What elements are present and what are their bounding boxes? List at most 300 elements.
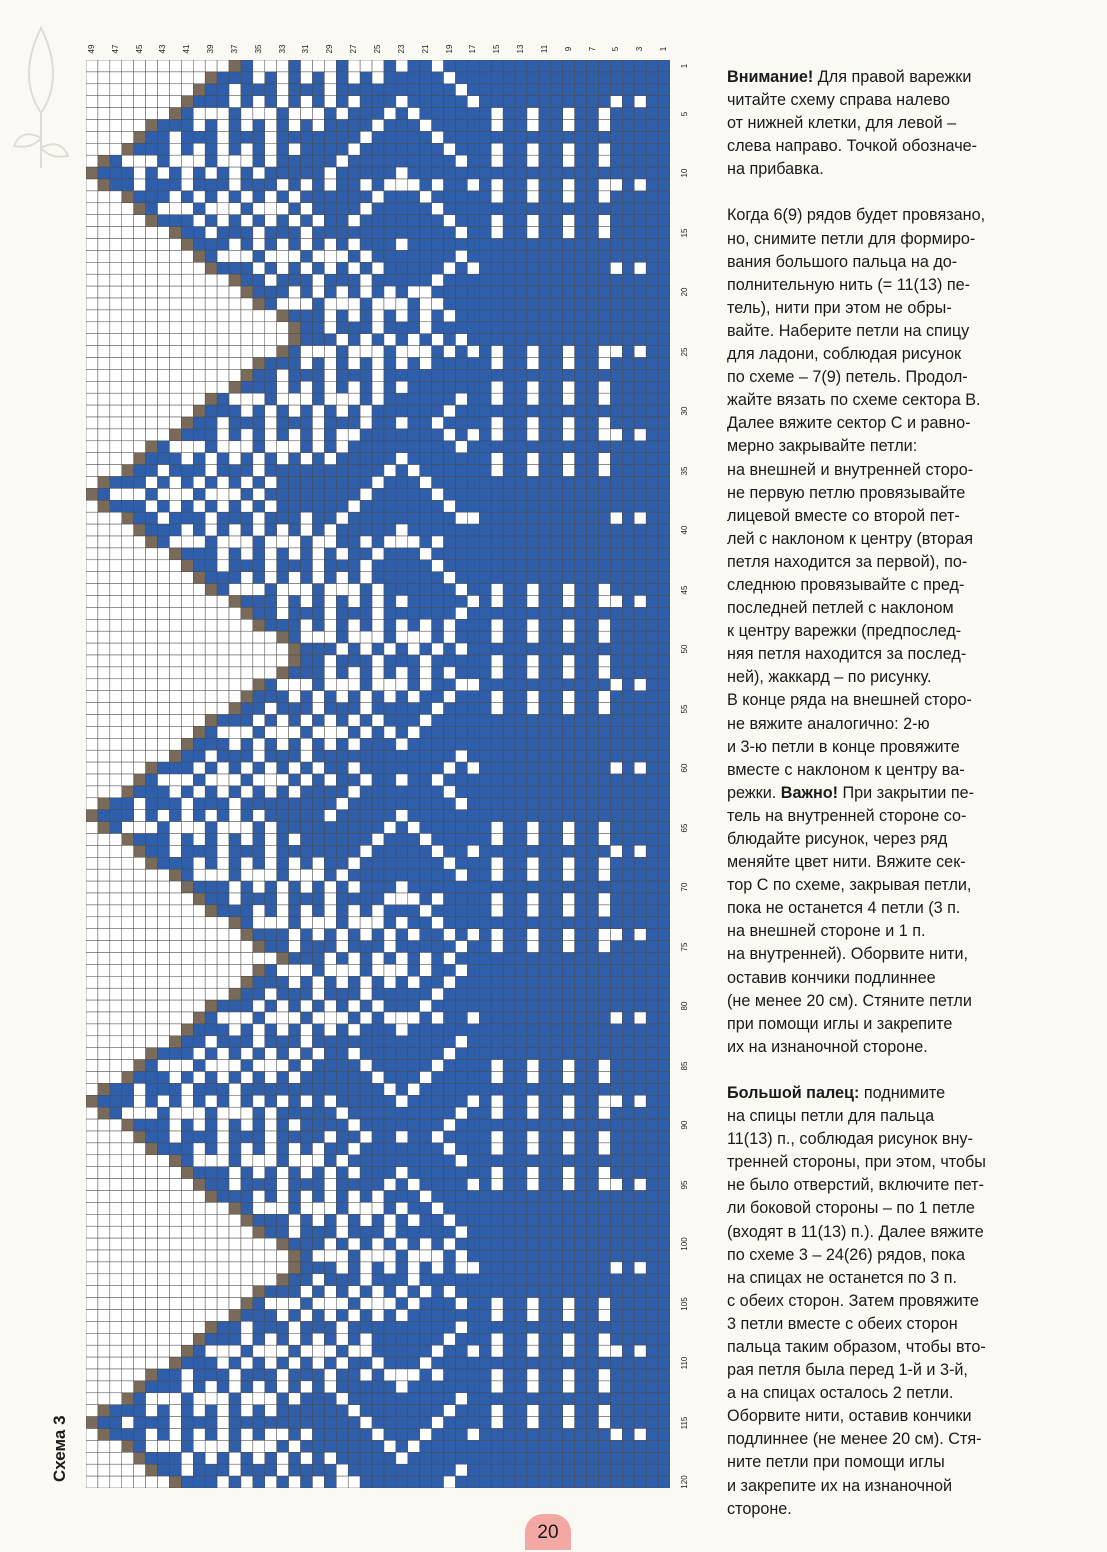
chart-cell (610, 596, 622, 608)
chart-cell (432, 881, 444, 893)
chart-cell (98, 239, 110, 251)
chart-cell (432, 1083, 444, 1095)
chart-cell (181, 941, 193, 953)
chart-cell (420, 619, 432, 631)
chart-cell (336, 369, 348, 381)
chart-cell (455, 750, 467, 762)
chart-cell (312, 1072, 324, 1084)
chart-cell (372, 286, 384, 298)
chart-cell (491, 857, 503, 869)
chart-cell (527, 1036, 539, 1048)
chart-cell (241, 108, 253, 120)
chart-cell (146, 346, 158, 358)
chart-cell (122, 393, 134, 405)
chart-cell (527, 1131, 539, 1143)
chart-cell (420, 1214, 432, 1226)
chart-cell (503, 631, 515, 643)
chart-cell (527, 988, 539, 1000)
chart-cell (241, 810, 253, 822)
chart-cell (277, 227, 289, 239)
chart-cell (324, 810, 336, 822)
chart-cell (527, 1012, 539, 1024)
chart-cell (360, 131, 372, 143)
chart-cell (527, 1083, 539, 1095)
chart-cell (98, 548, 110, 560)
chart-cell (169, 548, 181, 560)
chart-cell (348, 334, 360, 346)
chart-cell (396, 96, 408, 108)
chart-cell (646, 786, 658, 798)
chart-cell (396, 274, 408, 286)
chart-cell (122, 798, 134, 810)
chart-cell (253, 941, 265, 953)
chart-cell (455, 988, 467, 1000)
chart-cell (396, 60, 408, 72)
chart-cell (610, 619, 622, 631)
chart-cell (610, 393, 622, 405)
chart-cell (563, 703, 575, 715)
chart-cell (467, 857, 479, 869)
chart-cell (444, 762, 456, 774)
chart-cell (658, 310, 670, 322)
chart-cell (146, 953, 158, 965)
chart-cell (98, 953, 110, 965)
chart-cell (420, 536, 432, 548)
chart-cell (539, 1167, 551, 1179)
chart-cell (658, 441, 670, 453)
chart-cell (455, 524, 467, 536)
chart-cell (658, 536, 670, 548)
chart-cell (122, 1226, 134, 1238)
chart-cell (193, 250, 205, 262)
chart-cell (551, 143, 563, 155)
chart-cell (336, 750, 348, 762)
chart-cell (253, 667, 265, 679)
chart-cell (444, 1072, 456, 1084)
chart-cell (575, 619, 587, 631)
chart-cell (146, 1095, 158, 1107)
chart-cell (515, 1191, 527, 1203)
chart-cell (467, 750, 479, 762)
chart-cell (491, 358, 503, 370)
chart-cell (241, 179, 253, 191)
chart-cell (98, 655, 110, 667)
chart-cell (384, 1095, 396, 1107)
chart-cell (158, 1143, 170, 1155)
chart-cell (587, 619, 599, 631)
chart-cell (241, 1214, 253, 1226)
chart-cell (622, 405, 634, 417)
chart-cell (575, 762, 587, 774)
chart-cell (646, 905, 658, 917)
chart-cell (610, 1036, 622, 1048)
chart-cell (336, 1083, 348, 1095)
chart-cell (658, 358, 670, 370)
chart-cell (491, 191, 503, 203)
chart-cell (646, 453, 658, 465)
chart-cell (134, 560, 146, 572)
chart-cell (515, 893, 527, 905)
chart-cell (134, 322, 146, 334)
chart-cell (193, 643, 205, 655)
chart-cell (396, 179, 408, 191)
chart-cell (86, 120, 98, 132)
chart-cell (241, 60, 253, 72)
chart-cell (420, 1250, 432, 1262)
chart-cell (181, 84, 193, 96)
chart-cell (372, 988, 384, 1000)
chart-cell (467, 929, 479, 941)
chart-cell (420, 679, 432, 691)
chart-cell (169, 893, 181, 905)
chart-cell (610, 1048, 622, 1060)
chart-cell (312, 715, 324, 727)
chart-cell (396, 310, 408, 322)
chart-cell (205, 822, 217, 834)
chart-cell (169, 1036, 181, 1048)
chart-cell (289, 715, 301, 727)
chart-cell (432, 762, 444, 774)
chart-cell (610, 239, 622, 251)
chart-cell (301, 227, 313, 239)
chart-cell (372, 703, 384, 715)
chart-cell (277, 1131, 289, 1143)
chart-cell (610, 929, 622, 941)
chart-cell (455, 560, 467, 572)
chart-cell (408, 500, 420, 512)
chart-cell (384, 596, 396, 608)
chart-cell (86, 941, 98, 953)
chart-cell (455, 465, 467, 477)
chart-cell (658, 60, 670, 72)
chart-cell (491, 929, 503, 941)
chart-cell (408, 762, 420, 774)
chart-cell (527, 584, 539, 596)
chart-cell (622, 988, 634, 1000)
chart-cell (312, 1131, 324, 1143)
chart-cell (98, 143, 110, 155)
chart-cell (265, 607, 277, 619)
chart-grid (86, 60, 670, 1488)
chart-cell (205, 1143, 217, 1155)
chart-cell (587, 643, 599, 655)
chart-cell (539, 405, 551, 417)
chart-cell (598, 72, 610, 84)
chart-cell (467, 167, 479, 179)
chart-cell (467, 893, 479, 905)
chart-cell (467, 691, 479, 703)
chart-cell (420, 964, 432, 976)
chart-cell (527, 215, 539, 227)
chart-cell (527, 441, 539, 453)
chart-cell (98, 988, 110, 1000)
chart-cell (587, 917, 599, 929)
chart-cell (539, 1095, 551, 1107)
chart-cell (205, 1012, 217, 1024)
chart-cell (86, 441, 98, 453)
chart-cell (646, 1131, 658, 1143)
chart-cell (527, 155, 539, 167)
chart-cell (98, 274, 110, 286)
chart-cell (455, 120, 467, 132)
chart-cell (515, 322, 527, 334)
chart-cell (551, 405, 563, 417)
chart-cell (491, 441, 503, 453)
chart-cell (515, 917, 527, 929)
chart-cell (444, 1191, 456, 1203)
chart-cell (98, 1167, 110, 1179)
chart-cell (491, 1048, 503, 1060)
chart-cell (110, 917, 122, 929)
chart-cell (432, 738, 444, 750)
chart-cell (491, 988, 503, 1000)
chart-cell (134, 369, 146, 381)
chart-cell (432, 596, 444, 608)
chart-cell (634, 1202, 646, 1214)
chart-cell (348, 631, 360, 643)
chart-cell (479, 643, 491, 655)
chart-cell (134, 1143, 146, 1155)
chart-cell (146, 191, 158, 203)
chart-cell (360, 453, 372, 465)
chart-cell (265, 786, 277, 798)
chart-cell (444, 810, 456, 822)
chart-cell (646, 1072, 658, 1084)
chart-cell (277, 1238, 289, 1250)
chart-cell (587, 334, 599, 346)
chart-cell (301, 1155, 313, 1167)
chart-cell (205, 893, 217, 905)
chart-cell (301, 726, 313, 738)
chart-cell (193, 215, 205, 227)
chart-cell (646, 322, 658, 334)
chart-cell (265, 72, 277, 84)
chart-cell (408, 191, 420, 203)
chart-cell (122, 1167, 134, 1179)
chart-cell (253, 1179, 265, 1191)
chart-cell (539, 917, 551, 929)
chart-cell (193, 488, 205, 500)
chart-cell (289, 1155, 301, 1167)
chart-cell (312, 953, 324, 965)
chart-cell (539, 334, 551, 346)
chart-cell (658, 417, 670, 429)
chart-cell (491, 596, 503, 608)
chart-cell (503, 1143, 515, 1155)
chart-cell (229, 60, 241, 72)
chart-cell (217, 1083, 229, 1095)
chart-cell (312, 143, 324, 155)
chart-cell (658, 631, 670, 643)
chart-cell (110, 726, 122, 738)
chart-cell (360, 786, 372, 798)
chart-cell (587, 798, 599, 810)
chart-cell (587, 310, 599, 322)
chart-cell (301, 1179, 313, 1191)
chart-cell (348, 120, 360, 132)
chart-cell (301, 964, 313, 976)
chart-cell (110, 239, 122, 251)
chart-cell (575, 488, 587, 500)
chart-cell (110, 453, 122, 465)
chart-cell (622, 1167, 634, 1179)
chart-cell (467, 703, 479, 715)
chart-cell (193, 1202, 205, 1214)
chart-cell (169, 274, 181, 286)
chart-cell (229, 798, 241, 810)
chart-cell (563, 1250, 575, 1262)
chart-cell (253, 500, 265, 512)
chart-cell (301, 1012, 313, 1024)
chart-cell (515, 262, 527, 274)
chart-cell (432, 1202, 444, 1214)
chart-cell (205, 726, 217, 738)
chart-cell (658, 1238, 670, 1250)
chart-cell (110, 750, 122, 762)
chart-cell (110, 215, 122, 227)
chart-cell (420, 691, 432, 703)
chart-cell (575, 667, 587, 679)
chart-cell (122, 631, 134, 643)
chart-cell (253, 203, 265, 215)
chart-cell (122, 679, 134, 691)
chart-cell (467, 1000, 479, 1012)
chart-cell (539, 1036, 551, 1048)
chart-cell (253, 1167, 265, 1179)
chart-cell (277, 1000, 289, 1012)
chart-cell (169, 1131, 181, 1143)
chart-cell (527, 203, 539, 215)
chart-cell (181, 417, 193, 429)
chart-cell (277, 72, 289, 84)
chart-cell (432, 274, 444, 286)
chart-cell (86, 1036, 98, 1048)
chart-cell (444, 310, 456, 322)
chart-cell (432, 691, 444, 703)
chart-cell (527, 774, 539, 786)
chart-cell (277, 477, 289, 489)
chart-cell (467, 667, 479, 679)
chart-cell (551, 203, 563, 215)
chart-cell (455, 679, 467, 691)
chart-cell (217, 155, 229, 167)
chart-cell (587, 596, 599, 608)
chart-cell (134, 1131, 146, 1143)
chart-cell (575, 976, 587, 988)
chart-cell (527, 500, 539, 512)
chart-cell (396, 917, 408, 929)
chart-cell (277, 239, 289, 251)
chart-cell (491, 893, 503, 905)
chart-cell (193, 1107, 205, 1119)
chart-cell (622, 857, 634, 869)
chart-cell (408, 1167, 420, 1179)
chart-cell (217, 286, 229, 298)
chart-cell (432, 227, 444, 239)
chart-cell (312, 655, 324, 667)
chart-cell (86, 143, 98, 155)
chart-cell (372, 726, 384, 738)
chart-cell (277, 869, 289, 881)
chart-cell (598, 310, 610, 322)
chart-cell (539, 941, 551, 953)
chart-cell (324, 477, 336, 489)
chart-cell (467, 536, 479, 548)
chart-cell (348, 822, 360, 834)
chart-cell (396, 1191, 408, 1203)
chart-cell (610, 1131, 622, 1143)
chart-cell (479, 1226, 491, 1238)
chart-cell (598, 96, 610, 108)
chart-cell (658, 810, 670, 822)
chart-cell (444, 286, 456, 298)
chart-cell (277, 596, 289, 608)
chart-cell (408, 84, 420, 96)
chart-cell (146, 429, 158, 441)
chart-cell (217, 477, 229, 489)
chart-cell (360, 1095, 372, 1107)
chart-cell (193, 429, 205, 441)
chart-cell (658, 179, 670, 191)
chart-cell (551, 1036, 563, 1048)
chart-cell (610, 1226, 622, 1238)
chart-cell (467, 762, 479, 774)
chart-cell (658, 845, 670, 857)
chart-cell (289, 774, 301, 786)
chart-cell (384, 607, 396, 619)
chart-cell (646, 845, 658, 857)
chart-cell (634, 655, 646, 667)
chart-cell (646, 810, 658, 822)
chart-cell (217, 964, 229, 976)
chart-cell (336, 334, 348, 346)
chart-cell (277, 548, 289, 560)
chart-cell (503, 524, 515, 536)
chart-cell (146, 976, 158, 988)
chart-cell (527, 227, 539, 239)
chart-cell (610, 953, 622, 965)
chart-cell (491, 798, 503, 810)
chart-cell (515, 786, 527, 798)
chart-cell (253, 167, 265, 179)
chart-cell (634, 167, 646, 179)
chart-cell (360, 881, 372, 893)
chart-cell (169, 155, 181, 167)
chart-cell (301, 560, 313, 572)
chart-cell (193, 1131, 205, 1143)
chart-cell (217, 1060, 229, 1072)
chart-cell (169, 322, 181, 334)
chart-cell (551, 1191, 563, 1203)
chart-cell (563, 131, 575, 143)
chart-cell (479, 191, 491, 203)
chart-cell (110, 167, 122, 179)
chart-cell (277, 215, 289, 227)
chart-cell (384, 976, 396, 988)
chart-cell (622, 369, 634, 381)
chart-cell (98, 691, 110, 703)
chart-cell (372, 358, 384, 370)
chart-cell (444, 1131, 456, 1143)
chart-cell (634, 1012, 646, 1024)
chart-cell (181, 988, 193, 1000)
chart-cell (563, 167, 575, 179)
chart-cell (563, 369, 575, 381)
chart-cell (265, 941, 277, 953)
chart-cell (587, 1119, 599, 1131)
chart-cell (587, 1238, 599, 1250)
chart-cell (658, 346, 670, 358)
